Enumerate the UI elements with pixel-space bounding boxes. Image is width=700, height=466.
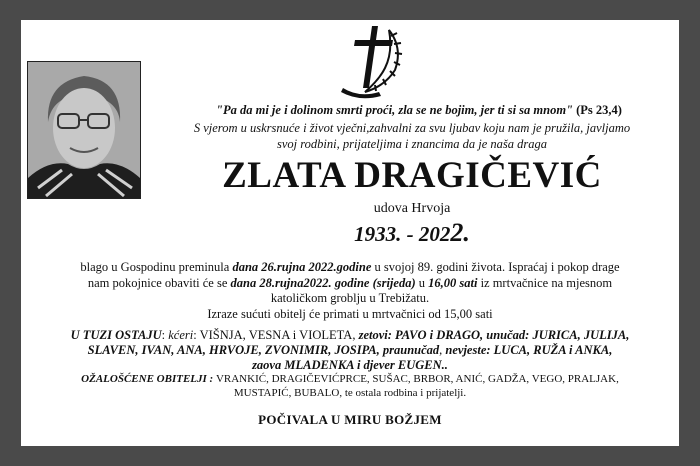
widow-of: udova Hrvoja [373, 201, 451, 216]
announcement-text: blago u Gospodinu preminula [80, 260, 233, 274]
relation-daughters: kćeri [168, 328, 194, 342]
bereaved-families [29, 372, 671, 400]
portrait-photo [27, 61, 141, 199]
relation-brother-in-law: djever [363, 358, 395, 372]
deceased-name: ZLATA DRAGIČEVIĆ [222, 155, 602, 196]
burial-place: katoličkom groblju u Trebižatu. [270, 291, 430, 305]
mourner-names: : LUCA, RUŽA i ANKA, [486, 343, 613, 357]
relation-grandchildren: unučad [486, 328, 526, 342]
funeral-time: 16,00 sati [428, 275, 478, 290]
mourners-list [29, 328, 671, 373]
announcement-text: u [415, 275, 429, 290]
family-names: MUSTAPIĆ, BUBALO, te ostala rodbina i prijatelji. [233, 387, 467, 399]
quote-text: "Pa da mi je i dolinom smrti proći, zla se ne bojim, jer ti si sa mnom" [216, 103, 573, 117]
announcement-text: iz mrtvačnice na mjesnom [477, 275, 613, 290]
mourner-names: : VIŠNJA, VESNA i VIOLETA, [193, 328, 359, 342]
years-prefix: 1933. - 202 [354, 222, 451, 246]
mourners-label: U TUZI OSTAJU [70, 328, 162, 342]
funeral-announcement [29, 260, 671, 322]
relation-great-grandchildren: praunučad [382, 343, 440, 357]
announcement-text: u svojoj 89. godini života. Ispraćaj i pokop drage [371, 260, 620, 274]
mourner-names: : JURICA, JULIJA, [525, 328, 630, 342]
intro-line-2: svoj rodbini, prijateljima i znancima da je naša draga [276, 137, 548, 151]
obituary-card [21, 20, 679, 446]
family-names: VRANKIĆ, DRAGIČEVIĆPRCE, SUŠAC, BRBOR, ANIĆ, GADŽA, VEGO, PRALJAK, [215, 373, 619, 385]
relation-sons-in-law: zetovi [358, 328, 388, 342]
mourner-names: MLADENKA i [281, 358, 364, 372]
mourner-names: : PAVO i DRAGO, [387, 328, 487, 342]
announcement-text: nam pokojnice obaviti će se [87, 275, 231, 290]
death-date: dana 26.rujna 2022.godine [232, 260, 372, 274]
families-label: OŽALOŠĆENE OBITELJI : [81, 373, 216, 385]
mourner-names: SLAVEN, IVAN, ANA, HRVOJE, ZVONIMIR, JOSIPA, [87, 343, 383, 357]
life-years [145, 218, 679, 248]
quote-reference: (Ps 23,4) [573, 103, 622, 117]
relation-sister-in-law: zaova [252, 358, 282, 372]
closing-line: POČIVALA U MIRU BOŽJEM [258, 412, 442, 427]
relation-daughters-in-law: nevjeste [445, 343, 487, 357]
cross-icon [339, 22, 411, 100]
mourner-names: EUGEN.. [394, 358, 448, 372]
funeral-date: dana 28.rujna2022. godine (srijeda) [230, 275, 416, 290]
separator: , [439, 343, 446, 357]
years-last: 2. [450, 218, 470, 247]
scripture-quote [159, 103, 679, 118]
condolences-note: Izraze sućuti obitelj će primati u mrtvačnici od 15,00 sati [207, 306, 493, 321]
separator: : [161, 328, 169, 342]
intro-line-1: S vjerom u uskrsnuće i život vječni,zahvalni za svu ljubav koju nam je pružila, javljamo [193, 121, 631, 135]
